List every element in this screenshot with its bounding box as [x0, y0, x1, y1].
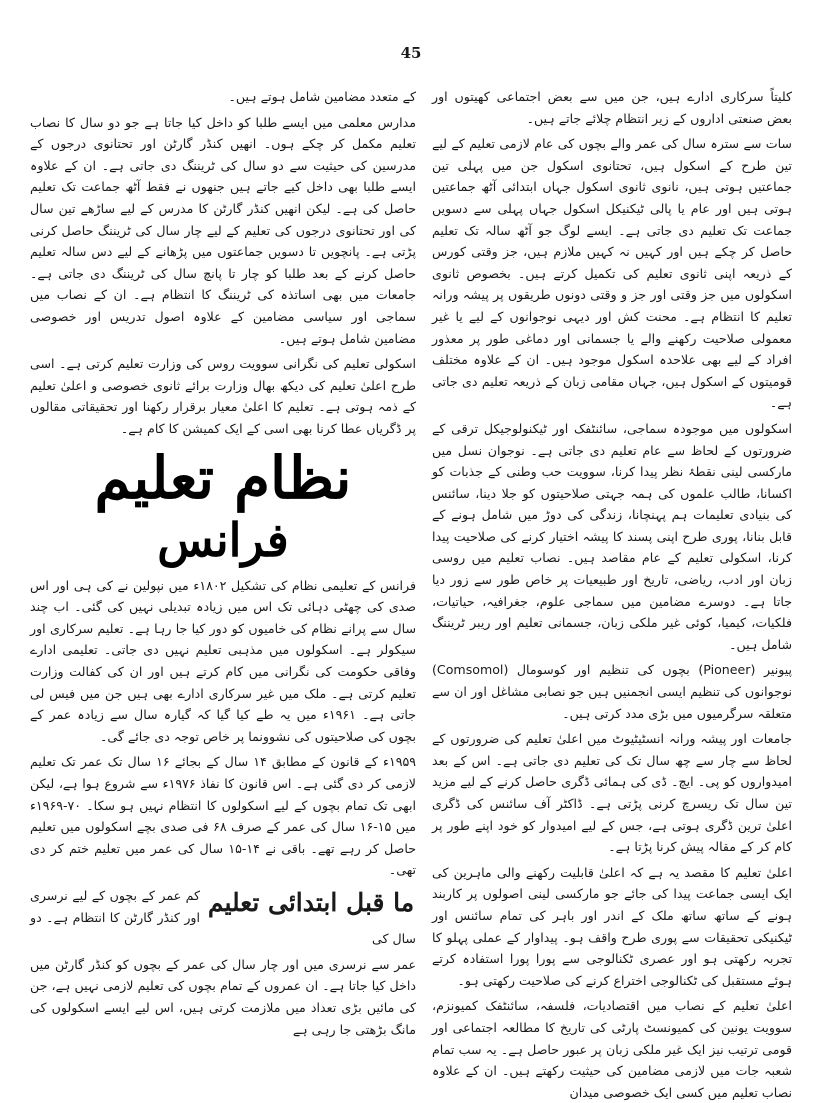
paragraph: اعلیٰ تعلیم کا مقصد یہ ہے کہ اعلیٰ قابلیت رکھنے والی ماہرین کی ایک ایسی جماعت پیدا کی جائے جو مارکسی لینی اصولوں پر کاربند ہونے کے ساتھ ساتھ ملک کے اندر اور باہر کی تمام سائنس اور ٹیکنیکی تحقیقات سے پوری طرح واقف ہو۔ پیداوار کے عملی پہلو کا تجربہ رکھتی ہو اور عصری ٹکنالوجی سے پورا پورا استفادہ کرتے ہوئے مستقبل کی ٹکنالوجی اختراع کرنے کی صلاحیت رکھتی ہو۔: [432, 864, 792, 988]
paragraph: مدارس معلمی میں ایسے طلبا کو داخل کیا جاتا ہے جو دو سال کا نصاب تعلیم مکمل کر چکے ہوں۔ انھیں کنڈر گارٹن اور تحتانوی درجوں کے مدرسین کی حیثیت سے دو سال کی ٹریننگ دی جاتی ہے۔ ان کے علاوہ ایسے طلبا بھی داخل کیے جاتے ہیں جنھوں نے فقط آٹھ جماعت تک تعلیم حاصل کی ہے۔ لیکن انھیں کنڈر گارٹن کا مدرس کے لیے ساڑھے تین سال کی اور تحتانوی درجوں کی تعلیم کے لیے چار سال کی ٹریننگ حاصل کرنی پڑتی ہے۔ پانچویں تا دسویں جماعتوں میں پڑھانے کے لیے دس سالہ تعلیم حاصل کرنے کے بعد طلبا کو چار تا پانچ سال کی ٹریننگ دی جاتی ہے۔ جامعات میں بھی اساتذہ کی ٹریننگ کا انتظام ہے۔ ان کے نصاب میں سماجی اور سیاسی مضامین کے علاوہ اصول تدریس اور خصوصی مضامین شامل ہوتے ہیں۔: [30, 114, 416, 346]
paragraph: کلیتاً سرکاری ادارے ہیں، جن میں سے بعض اجتماعی کھیتوں اور بعض صنعتی اداروں کے زیر انتظام چلائے جاتے ہیں۔: [432, 89, 792, 126]
section-heading-country: فرانس: [157, 513, 289, 568]
paragraph: ۱۹۵۹ء کے قانون کے مطابق ۱۴ سال کے بجائے ۱۶ سال تک عمر تک تعلیم لازمی کر دی گئی ہے۔ اس قانون کا نفاذ ۱۹۷۶ء سے شروع ہوا ہے، لیکن ابھی تک تمام بچوں کے لیے اسکولوں کا انتظام نہیں ہو سکا۔ ۷۰-۱۹۶۹ء میں ۱۵-۱۶ سال کی عمر کے صرف ۶۸ فی صدی بچے اسکولوں میں تعلیم حاصل کر رہے تھے۔ باقی نے ۱۴-۱۵ سال کی عمر میں تعلیم ختم کر دی تھی۔: [30, 754, 416, 878]
paragraph: اسکولی تعلیم کی نگرانی سوویت روس کی وزارت تعلیم کرتی ہے۔ اسی طرح اعلیٰ تعلیم کی دیکھ بھال وزارت برائے ثانوی خصوصی و اعلیٰ تعلیم کے ذمہ ہوتی ہے۔ تعلیم کا اعلیٰ معیار برقرار رکھنا اور تحقیقاتی مقالوں پر ڈگریاں عطا کرنا بھی اسی کے ایک کمیشن کا کام ہے۔: [30, 356, 416, 436]
paragraph: عمر سے نرسری میں اور چار سال کی عمر کے بچوں کو کنڈر گارٹن میں داخل کیا جاتا ہے۔ ان عمروں کے تمام بچوں کی تعلیم لازمی نہیں ہے، جن کی مائیں بڑی تعداد میں ملازمت کرتی ہیں، اس لیے ایسے اسکولوں کی مانگ بڑھتی جا رہی ہے: [30, 956, 416, 1037]
paragraph: اعلیٰ تعلیم کے نصاب میں اقتصادیات، فلسفہ، سائنٹفک کمیونزم، سوویت یونین کی کمیونسٹ پارٹی کی تاریخ کا مطالعہ اجتماعی اور قومی ترتیب نیز ایک غیر ملکی زبان پر عبور حاصل ہے۔ یہ سب تمام شعبہ جات میں لازمی مضامین کی حیثیت رکھتے ہیں۔ ان کے علاوہ نصاب تعلیم میں کسی ایک خصوصی میدان: [432, 998, 792, 1100]
paragraph: فرانس کے تعلیمی نظام کی تشکیل ۱۸۰۲ء میں نپولین نے کی ہی اور اس صدی کی چھٹی دہائی تک اس میں زیادہ تبدیلی نہیں کی گئی۔ اب چند سال سے پرانے نظام کی خامیوں کو دور کیا جا رہا ہے۔ تعلیم سرکاری اور سیکولر ہے۔ اسکولوں میں مذہبی تعلیم نہیں دی جاتی۔ تعلیمی ادارے وفاقی حکومت کی نگرانی میں کام کرتے ہیں اور ان کی کفالت وزارت تعلیم کرتی ہے۔ ملک میں غیر سرکاری ادارے بھی ہیں جن میں فیس لی جاتی ہے۔ ۱۹۶۱ء میں یہ طے کیا گیا کہ گیارہ سال سے زیادہ عمر کے بچوں کی صلاحیتوں کی نشوونما پر خاص توجہ دی جائے گی۔: [30, 577, 416, 744]
paragraph: اسکولوں میں موجودہ سماجی، سائنٹفک اور ٹیکنولوجیکل ترقی کے ضرورتوں کے لحاظ سے عام تعلیم دی جاتی ہے۔ نوجوان نسل میں مارکسی لینی نقطۂ نظر پیدا کرنا، سوویت حب وطنی کے جذبات کو اکسانا، طالب علموں کی ہمہ جہتی صلاحیتوں کو جلا دینا، سائنس کی بنیادی تعلیمات ہم پہنچانا، زندگی کی دوڑ میں شامل ہونے کے قابل بنانا، پوری طرح اپنی پسند کا پیشہ اختیار کرنے کی صلاحیت پیدا کرنا، اسکولی تعلیم کے عام مقاصد ہیں۔ نصاب تعلیم میں روسی زبان اور ادب، ریاضی، تاریخ اور طبیعیات پر خاص طور سے زور دیا جاتا ہے۔ دوسرے مضامین میں سماجی علوم، جغرافیہ، حیاتیات، فلکیات، کیمیا، کوئی غیر ملکی زبان، جسمانی تعلیم اور ریبر ٹریننگ شامل ہیں۔: [432, 420, 792, 652]
paragraph: کے متعدد مضامین شامل ہوتے ہیں۔: [228, 89, 416, 104]
left-column: [30, 86, 416, 1076]
subheading-block: [30, 885, 416, 950]
subheading-side-text: کم عمر کے بچوں کے لیے نرسری اور کنڈر گارٹن کا انتظام ہے۔ دو سال کی: [30, 888, 416, 947]
section-heading: نظام تعلیم: [94, 443, 352, 512]
right-column: [432, 86, 793, 1100]
paragraph: سات سے سترہ سال کی عمر والے بچوں کی عام لازمی تعلیم کے لیے تین طرح کے اسکول ہیں، تحتانوی اسکول جن میں پہلی تین جماعتیں ہوتی ہیں، نانوی ثانوی اسکول جہاں ابتدائی آٹھ جماعتیں ہوتی ہیں اور عام یا پالی ٹیکنیکل اسکول جہاں پہلی سے دسویں جماعت تک تعلیم دی جاتی ہے۔ ایسے لوگ جو آٹھ سالہ تک تعلیم حاصل کر چکے ہیں اور کہیں نہ کہیں ملازم ہیں، جز وقتی کورس کے ذریعہ اپنی ثانوی تعلیم کی تکمیل کرتے ہیں۔ بخصوص ثانوی اسکولوں میں جز وقتی اور جز و وقتی دونوں طریقوں پر پیشہ ورانہ تعلیم کا انتظام ہے۔ محنت کش اور دیہی نوجوانوں کے لیے یا غیر معمولی صلاحیت رکھنے والے یا جسمانی اور دماغی طور پر معذور افراد کے لیے بھی علاحدہ اسکول موجود ہیں۔ ان کے علاوہ مختلف قومیتوں کے اسکول ہیں، جہاں مقامی زبان کے ذریعہ تعلیم دی جاتی ہے۔: [432, 136, 792, 411]
page-number: 45: [400, 44, 422, 62]
paragraph: جامعات اور پیشہ ورانہ انسٹیٹیوٹ میں اعلیٰ تعلیم کی ضرورتوں کے لحاظ سے چار سے چھ سال تک کی تعلیم دی جاتی ہے۔ اس کے بعد امیدواروں کو پی۔ ایچ۔ ڈی کی ہمائی ڈگری حاصل کرنے کے لیے مزید تین سال تک ریسرچ کرنی پڑتی ہے۔ ڈاکٹر آف سائنس کی ڈگری اعلیٰ ترین ڈگری ہوتی ہے، جس کے لیے امیدوار کو خود اپنے طور پر کام کر کے مقالہ پیش کرنا پڑتا ہے۔: [432, 731, 792, 855]
paragraph: پیونیر (Pioneer) بچوں کی تنظیم اور کوسومال (Comsomol) نوجوانوں کی تنظیم ایسی انجمنیں ہیں جو نصابی مشاغل اور ان سے متعلقہ سرگرمیوں میں بڑی مدد کرتی ہیں۔: [432, 662, 793, 721]
subheading: ما قبل ابتدائی تعلیم: [207, 888, 415, 917]
